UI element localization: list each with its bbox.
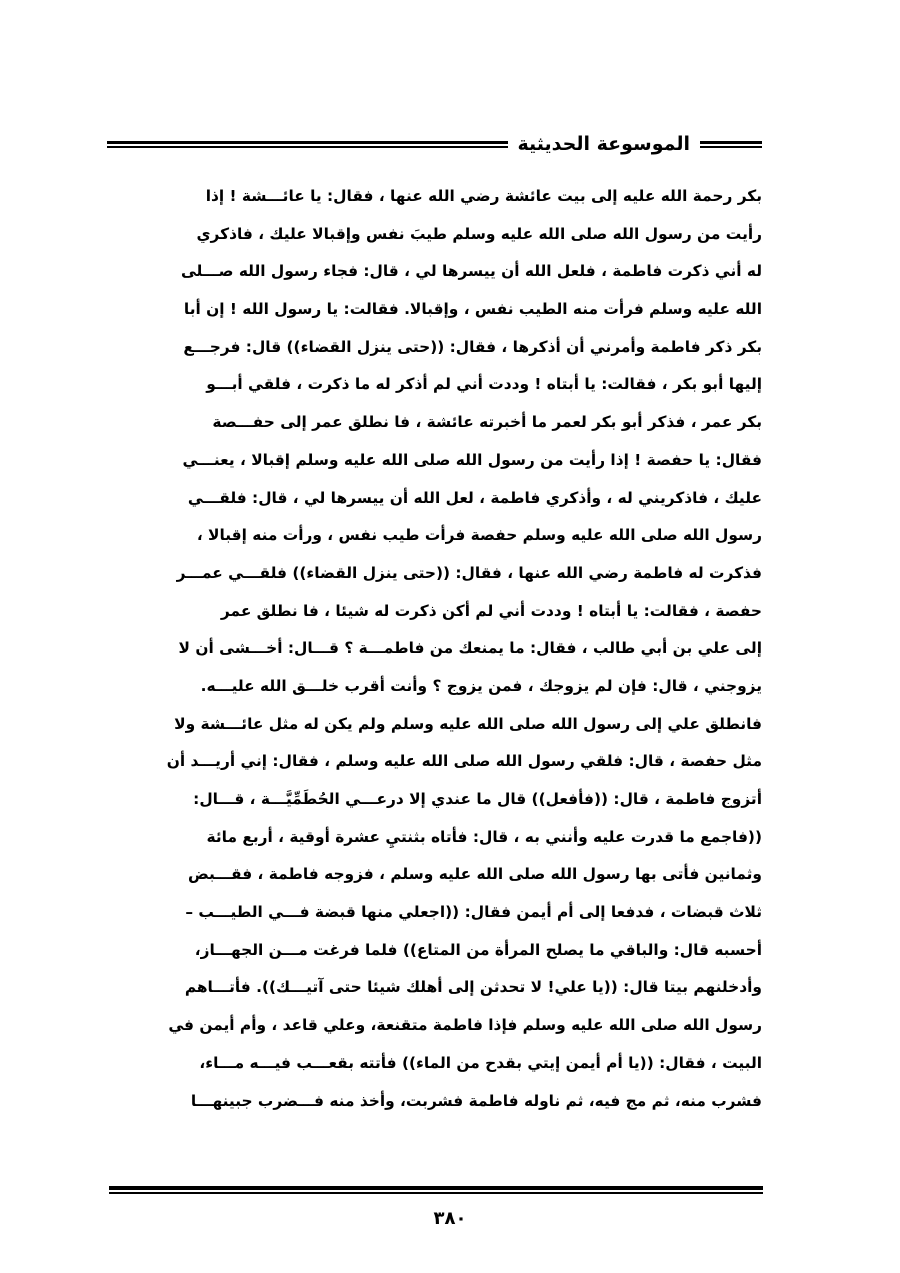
text-line: الله عليه وسلم فرأت منه الطيب نفس ، وإقبالا. فقالت: يا رسول الله ! إن أبا — [183, 300, 762, 319]
text-line: رأيت من رسول الله صلى الله عليه وسلم طيبَ نفس وإقبالا عليك ، فاذكري — [196, 224, 762, 243]
text-line: ((فاجمع ما قدرت عليه وأنني به ، قال: فأتاه بثنتيِ عشرة أوقية ، أربع مائة — [206, 827, 762, 846]
text-line: رسول الله صلى الله عليه وسلم فإذا فاطمة متقنعة، وعلي قاعد ، وأم أيمن في — [168, 1016, 762, 1035]
header-rule-right — [700, 141, 762, 148]
text-line: بكر ذكر فاطمة وأمرني أن أذكرها ، فقال: ((حتى ينزل القضاء)) قال: فرجـــع — [183, 337, 762, 356]
text-line: بكر عمر ، فذكر أبو بكر لعمر ما أخبرته عائشة ، فا نطلق عمر إلى حفـــصة — [212, 413, 762, 432]
text-line: له أني ذكرت فاطمة ، فلعل الله أن ييسرها لي ، قال: فجاء رسول الله صـــلى — [180, 262, 762, 281]
text-line: أتزوج فاطمة ، قال: ((فأفعل)) قال ما عندي إلا درعـــي الحُطَمِّيَّـــة ، قـــال: — [193, 790, 762, 808]
text-line: وثمانين فأتى بها رسول الله صلى الله عليه وسلم ، فزوجه فاطمة ، فقـــبض — [187, 865, 762, 884]
text-line: إليها أبو بكر ، فقالت: يا أبتاه ! وددت أني لم أذكر له ما ذكرت ، فلقي أبـــو — [206, 375, 762, 394]
text-line: فذكرت له فاطمة رضي الله عنها ، فقال: ((حتى ينزل القضاء)) فلقـــي عمـــر — [176, 563, 762, 582]
footer-rule — [109, 1186, 763, 1194]
page-number: ٣٨٠ — [433, 1208, 467, 1229]
text-line: فقال: يا حفصة ! إذا رأيت من رسول الله صلى الله عليه وسلم إقبالا ، يعنـــي — [182, 450, 762, 469]
text-line: وأدخلنهم بيتا قال: ((يا علي! لا تحدثن إلى أهلك شيئا حتى آتيـــك)). فأتـــاهم — [184, 978, 762, 997]
header-rule-left — [107, 141, 508, 148]
text-line: إلى علي بن أبي طالب ، فقال: ما يمنعك من فاطمـــة ؟ قـــال: أخـــشى أن لا — [178, 639, 762, 658]
header-title: الموسوعة الحديثية — [517, 133, 690, 155]
text-line: مثل حفصة ، قال: فلقي رسول الله صلى الله عليه وسلم ، فقال: إني أريـــد أن — [166, 752, 762, 771]
page-body — [118, 178, 762, 1120]
text-line: فشرب منه، ثم مج فيه، ثم ناوله فاطمة فشربت، وأخذ منه فـــضرب جبينهـــا — [190, 1091, 762, 1110]
text-line: رسول الله صلى الله عليه وسلم حفصة فرأت طيب نفس ، ورأت منه إقبالا ، — [196, 526, 762, 545]
text-line: يزوجني ، قال: فإن لم يزوجك ، فمن يزوج ؟ وأنت أقرب خلـــق الله عليـــه. — [200, 676, 762, 695]
text-line: فانطلق علي إلى رسول الله صلى الله عليه وسلم ولم يكن له مثل عائـــشة ولا — [174, 714, 762, 733]
text-line: حفصة ، فقالت: يا أبتاه ! وددت أني لم أكن ذكرت له شيئا ، فا نطلق عمر — [220, 601, 762, 620]
text-line: البيت ، فقال: ((يا أم أيمن إيتي بقدح من الماء)) فأتته بقعـــب فيـــه مـــاء، — [199, 1053, 762, 1072]
text-line: أحسبه قال: والباقي ما يصلح المرأة من المتاع)) فلما فرغت مـــن الجهـــاز، — [194, 940, 762, 959]
text-line: بكر رحمة الله عليه إلى بيت عائشة رضي الله عنها ، فقال: يا عائـــشة ! إذا — [205, 187, 762, 205]
running-header — [107, 126, 762, 162]
text-line: ثلاث قبضات ، فدفعا إلى أم أيمن فقال: ((اجعلي منها قبضة فـــي الطيـــب – — [185, 903, 762, 922]
text-line: عليك ، فاذكريني له ، وأذكري فاطمة ، لعل الله أن ييسرها لي ، قال: فلقـــي — [187, 488, 762, 507]
